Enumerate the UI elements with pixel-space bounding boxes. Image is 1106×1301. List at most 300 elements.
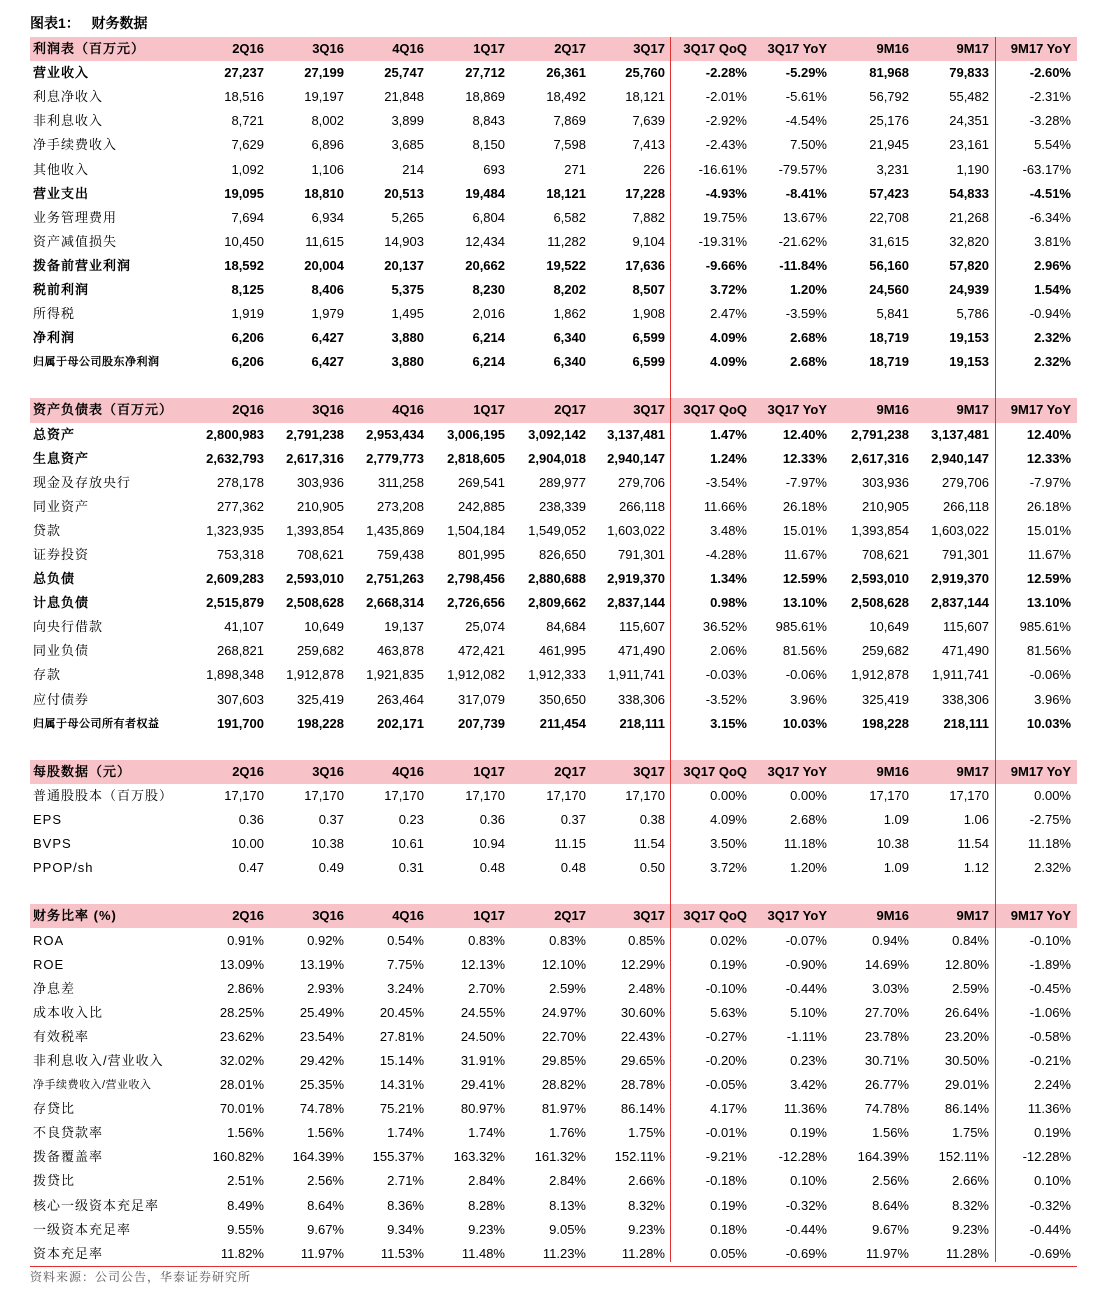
value-cell: 24,351 xyxy=(949,113,989,129)
table-row xyxy=(30,447,1077,471)
value-cell: 226 xyxy=(643,161,665,177)
value-cell: 9.23% xyxy=(952,1221,989,1237)
value-cell: 13.19% xyxy=(299,956,344,972)
table-row xyxy=(30,1025,1077,1049)
value-cell: -4.51% xyxy=(1029,185,1071,201)
value-cell: 19,153 xyxy=(949,354,989,370)
value-cell: 31.91% xyxy=(460,1052,505,1068)
value-cell: 2.66% xyxy=(628,1173,665,1189)
row-label: 其他收入 xyxy=(33,161,90,177)
value-cell: 11.54 xyxy=(633,836,665,852)
table-row xyxy=(30,784,1077,808)
value-cell: 21,945 xyxy=(869,137,909,153)
value-cell: 25,074 xyxy=(465,619,505,635)
value-cell: 0.94% xyxy=(872,932,909,948)
value-cell: -1.89% xyxy=(1029,956,1071,972)
value-cell: 2.68% xyxy=(790,812,827,828)
value-cell: 0.48 xyxy=(560,860,586,876)
value-cell: -2.60% xyxy=(1029,65,1071,81)
value-cell: 2.24% xyxy=(1034,1077,1071,1093)
section-spacer xyxy=(30,736,1077,760)
value-cell: 19,522 xyxy=(546,257,586,273)
table-row xyxy=(30,832,1077,856)
value-cell: 1,504,184 xyxy=(447,522,505,538)
value-cell: 18,121 xyxy=(625,89,665,105)
value-cell: 2,632,793 xyxy=(206,450,264,466)
value-cell: 2,953,434 xyxy=(366,426,424,442)
value-cell: 269,541 xyxy=(458,474,505,490)
value-cell: 12.80% xyxy=(944,956,989,972)
value-cell: 3.42% xyxy=(790,1077,827,1093)
value-cell: 12.33% xyxy=(1026,450,1071,466)
value-cell: 4.09% xyxy=(710,354,747,370)
value-cell: 0.36 xyxy=(479,812,505,828)
value-cell: 2,818,605 xyxy=(447,450,505,466)
value-cell: 8.32% xyxy=(628,1197,665,1213)
value-cell: 31,615 xyxy=(869,233,909,249)
row-label: 不良贷款率 xyxy=(33,1125,104,1141)
table-row xyxy=(30,519,1077,543)
value-cell: -5.29% xyxy=(785,65,827,81)
value-cell: 20,004 xyxy=(304,257,344,273)
value-cell: 6,599 xyxy=(632,330,665,346)
table-row xyxy=(30,1169,1077,1193)
row-label: 现金及存放央行 xyxy=(33,474,132,490)
column-header: 9M16 xyxy=(833,904,915,928)
table-row xyxy=(30,230,1077,254)
value-cell: 2.66% xyxy=(952,1173,989,1189)
value-cell: 5.10% xyxy=(790,1004,827,1020)
value-cell: 3,137,481 xyxy=(931,426,989,442)
value-cell: 6,582 xyxy=(553,209,586,225)
value-cell: 0.36 xyxy=(238,812,264,828)
value-cell: 17,170 xyxy=(384,787,424,803)
value-cell: 7,639 xyxy=(632,113,665,129)
value-cell: 279,706 xyxy=(942,474,989,490)
value-cell: 307,603 xyxy=(217,691,264,707)
value-cell: 19,137 xyxy=(384,619,424,635)
value-cell: 268,821 xyxy=(217,643,264,659)
value-cell: 17,170 xyxy=(625,787,665,803)
spacer-cell xyxy=(30,374,1077,398)
value-cell: 8,125 xyxy=(231,281,264,297)
value-cell: 0.23% xyxy=(790,1052,827,1068)
value-cell: 23.78% xyxy=(864,1028,909,1044)
column-header: 4Q16 xyxy=(350,760,430,784)
value-cell: -0.03% xyxy=(705,667,747,683)
column-header: 2Q16 xyxy=(200,37,270,61)
value-cell: 2.93% xyxy=(307,980,344,996)
table-row xyxy=(30,856,1077,880)
value-cell: 28.82% xyxy=(541,1077,586,1093)
value-cell: 25.35% xyxy=(299,1077,344,1093)
value-cell: 259,682 xyxy=(297,643,344,659)
value-cell: 10,450 xyxy=(224,233,264,249)
value-cell: 3.50% xyxy=(710,836,747,852)
value-cell: 29.65% xyxy=(620,1052,665,1068)
value-cell: -7.97% xyxy=(785,474,827,490)
value-cell: 14,903 xyxy=(384,233,424,249)
column-header: 1Q17 xyxy=(430,760,511,784)
value-cell: -0.94% xyxy=(1029,306,1071,322)
section-header-row xyxy=(30,37,1077,61)
value-cell: 0.50 xyxy=(639,860,665,876)
value-cell: 26.18% xyxy=(782,498,827,514)
value-cell: 86.14% xyxy=(944,1101,989,1117)
value-cell: 1.75% xyxy=(952,1125,989,1141)
value-cell: 2,779,773 xyxy=(366,450,424,466)
value-cell: 325,419 xyxy=(297,691,344,707)
value-cell: 273,208 xyxy=(377,498,424,514)
value-cell: 22,708 xyxy=(869,209,909,225)
value-cell: 279,706 xyxy=(618,474,665,490)
value-cell: 23.54% xyxy=(299,1028,344,1044)
column-header: 3Q17 QoQ xyxy=(671,760,753,784)
value-cell: 4.09% xyxy=(710,812,747,828)
value-cell: 1.56% xyxy=(307,1125,344,1141)
column-header: 9M17 xyxy=(915,398,995,422)
table-row xyxy=(30,712,1077,736)
value-cell: 2,016 xyxy=(472,306,505,322)
value-cell: 2.70% xyxy=(468,980,505,996)
value-cell: 27.81% xyxy=(379,1028,424,1044)
value-cell: 3.96% xyxy=(1034,691,1071,707)
column-header: 9M17 YoY xyxy=(995,37,1077,61)
row-label: 总负债 xyxy=(33,571,76,587)
value-cell: 0.54% xyxy=(387,932,424,948)
value-cell: 10.03% xyxy=(782,715,827,731)
value-cell: 1.09 xyxy=(883,860,909,876)
row-label: ROE xyxy=(33,956,65,972)
value-cell: 57,820 xyxy=(949,257,989,273)
row-label: 利息净收入 xyxy=(33,89,104,105)
financial-table xyxy=(30,37,1077,1267)
value-cell: 27,712 xyxy=(465,65,505,81)
value-cell: 14.69% xyxy=(864,956,909,972)
value-cell: 1,912,878 xyxy=(286,667,344,683)
row-label: 资产减值损失 xyxy=(33,233,118,249)
column-header: 3Q17 xyxy=(592,760,671,784)
value-cell: 13.09% xyxy=(219,956,264,972)
value-cell: 18,121 xyxy=(546,185,586,201)
value-cell: 81,968 xyxy=(869,65,909,81)
divider-line-quarterly xyxy=(670,37,671,1262)
value-cell: -11.84% xyxy=(779,257,827,273)
value-cell: -0.10% xyxy=(705,980,747,996)
value-cell: 1,495 xyxy=(391,306,424,322)
table-row xyxy=(30,639,1077,663)
value-cell: 461,995 xyxy=(539,643,586,659)
table-row xyxy=(30,953,1077,977)
value-cell: 350,650 xyxy=(539,691,586,707)
value-cell: 12,434 xyxy=(465,233,505,249)
value-cell: 164.39% xyxy=(292,1149,344,1165)
value-cell: 8.64% xyxy=(307,1197,344,1213)
value-cell: 11.82% xyxy=(200,1242,270,1267)
row-label: 总资产 xyxy=(33,426,76,442)
value-cell: -0.58% xyxy=(1029,1028,1071,1044)
value-cell: 1.74% xyxy=(387,1125,424,1141)
value-cell: 1,106 xyxy=(311,161,344,177)
table-row xyxy=(30,1242,1077,1267)
value-cell: 2,919,370 xyxy=(931,571,989,587)
value-cell: 41,107 xyxy=(224,619,264,635)
value-cell: 1,393,854 xyxy=(851,522,909,538)
value-cell: 14.31% xyxy=(379,1077,424,1093)
value-cell: 1.75% xyxy=(628,1125,665,1141)
table-row xyxy=(30,543,1077,567)
value-cell: 759,438 xyxy=(377,547,424,563)
value-cell: 2.32% xyxy=(1034,354,1071,370)
value-cell: 11.23% xyxy=(511,1242,592,1267)
column-header: 4Q16 xyxy=(350,398,430,422)
value-cell: 1,549,052 xyxy=(528,522,586,538)
value-cell: 155.37% xyxy=(372,1149,424,1165)
table-row xyxy=(30,688,1077,712)
value-cell: 11.36% xyxy=(783,1101,827,1117)
value-cell: 11.67% xyxy=(783,547,827,563)
column-header: 9M16 xyxy=(833,398,915,422)
value-cell: 1,919 xyxy=(231,306,264,322)
value-cell: 20,137 xyxy=(384,257,424,273)
value-cell: 2,798,456 xyxy=(447,571,505,587)
column-header: 3Q17 xyxy=(592,904,671,928)
value-cell: 54,833 xyxy=(949,185,989,201)
value-cell: 12.33% xyxy=(782,450,827,466)
value-cell: -2.75% xyxy=(1029,812,1071,828)
table-row xyxy=(30,615,1077,639)
value-cell: -0.32% xyxy=(1029,1197,1071,1213)
value-cell: 211,454 xyxy=(539,715,586,731)
value-cell: 1,393,854 xyxy=(286,522,344,538)
table-row xyxy=(30,808,1077,832)
value-cell: 84,684 xyxy=(546,619,586,635)
value-cell: 6,934 xyxy=(311,209,344,225)
value-cell: 18,516 xyxy=(224,89,264,105)
value-cell: 5,265 xyxy=(391,209,424,225)
column-header: 3Q17 QoQ xyxy=(671,904,753,928)
value-cell: -0.44% xyxy=(1029,1221,1071,1237)
value-cell: 55,482 xyxy=(949,89,989,105)
row-label: 资本充足率 xyxy=(30,1242,200,1267)
value-cell: -3.28% xyxy=(1029,113,1071,129)
table-row xyxy=(30,567,1077,591)
column-header: 2Q17 xyxy=(511,904,592,928)
table-row xyxy=(30,85,1077,109)
table-row xyxy=(30,61,1077,85)
row-label: 存贷比 xyxy=(33,1101,76,1117)
table-row xyxy=(30,206,1077,230)
value-cell: 27,237 xyxy=(224,65,264,81)
value-cell: 22.70% xyxy=(541,1028,586,1044)
value-cell: 5.63% xyxy=(710,1004,747,1020)
value-cell: 0.48 xyxy=(479,860,505,876)
value-cell: 10.00 xyxy=(231,836,264,852)
value-cell: 24.97% xyxy=(541,1004,586,1020)
value-cell: 5,375 xyxy=(391,281,424,297)
value-cell: 29.85% xyxy=(541,1052,586,1068)
row-label: 贷款 xyxy=(33,522,62,538)
column-header: 3Q17 QoQ xyxy=(671,37,753,61)
value-cell: 19,095 xyxy=(224,185,264,201)
value-cell: 23,161 xyxy=(949,137,989,153)
value-cell: -0.21% xyxy=(1029,1052,1071,1068)
value-cell: 13.10% xyxy=(1026,595,1071,611)
value-cell: -0.27% xyxy=(705,1028,747,1044)
value-cell: 9.67% xyxy=(307,1221,344,1237)
column-header: 4Q16 xyxy=(350,37,430,61)
value-cell: 17,170 xyxy=(465,787,505,803)
row-label: 拨备覆盖率 xyxy=(33,1149,104,1165)
value-cell: 163.32% xyxy=(453,1149,505,1165)
column-header: 9M17 xyxy=(915,37,995,61)
value-cell: -0.06% xyxy=(785,667,827,683)
value-cell: -9.66% xyxy=(705,257,747,273)
value-cell: 242,885 xyxy=(458,498,505,514)
value-cell: 17,170 xyxy=(869,787,909,803)
value-cell: 311,258 xyxy=(377,474,424,490)
value-cell: 3.03% xyxy=(872,980,909,996)
row-label: 普通股股本（百万股） xyxy=(33,787,174,803)
value-cell: 1.54% xyxy=(1034,281,1071,297)
value-cell: 12.29% xyxy=(620,956,665,972)
value-cell: 338,306 xyxy=(942,691,989,707)
value-cell: 13.10% xyxy=(782,595,827,611)
value-cell: 8,002 xyxy=(311,113,344,129)
value-cell: 115,607 xyxy=(942,619,989,635)
value-cell: 708,621 xyxy=(297,547,344,563)
value-cell: 10.94 xyxy=(472,836,505,852)
value-cell: -6.34% xyxy=(1029,209,1071,225)
value-cell: 19,153 xyxy=(949,330,989,346)
row-label: 净手续费收入/营业收入 xyxy=(33,1079,152,1092)
value-cell: 6,206 xyxy=(231,330,264,346)
column-header: 2Q16 xyxy=(200,904,270,928)
value-cell: 8,230 xyxy=(472,281,505,297)
value-cell: 8,721 xyxy=(231,113,264,129)
value-cell: -2.28% xyxy=(705,65,747,81)
row-label: 非利息收入 xyxy=(33,113,104,129)
column-header: 2Q17 xyxy=(511,398,592,422)
value-cell: 11.36% xyxy=(1027,1101,1071,1117)
column-header: 3Q16 xyxy=(270,904,350,928)
table-row xyxy=(30,133,1077,157)
value-cell: 2.51% xyxy=(227,1173,264,1189)
value-cell: 0.84% xyxy=(952,932,989,948)
value-cell: 17,636 xyxy=(625,257,665,273)
value-cell: 56,160 xyxy=(869,257,909,273)
table-row xyxy=(30,1001,1077,1025)
value-cell: 0.49 xyxy=(318,860,344,876)
value-cell: 10.03% xyxy=(1026,715,1071,731)
value-cell: 81.56% xyxy=(782,643,827,659)
value-cell: 30.71% xyxy=(864,1052,909,1068)
row-label: 营业收入 xyxy=(33,65,90,81)
value-cell: 11.48% xyxy=(430,1242,511,1267)
table-row xyxy=(30,928,1077,952)
value-cell: 25,176 xyxy=(869,113,909,129)
value-cell: 1,603,022 xyxy=(931,522,989,538)
value-cell: 271 xyxy=(564,161,586,177)
value-cell: 3,092,142 xyxy=(528,426,586,442)
value-cell: 0.92% xyxy=(307,932,344,948)
value-cell: 2.06% xyxy=(710,643,747,659)
value-cell: 10.61 xyxy=(391,836,424,852)
value-cell: 23.62% xyxy=(219,1028,264,1044)
value-cell: 266,118 xyxy=(618,498,665,514)
value-cell: 152.11% xyxy=(614,1149,665,1165)
value-cell: 4.17% xyxy=(710,1101,747,1117)
value-cell: -2.01% xyxy=(705,89,747,105)
value-cell: 2,837,144 xyxy=(931,595,989,611)
value-cell: 238,339 xyxy=(539,498,586,514)
column-header: 9M16 xyxy=(833,760,915,784)
value-cell: 1,912,333 xyxy=(528,667,586,683)
value-cell: 2,940,147 xyxy=(607,450,665,466)
value-cell: 1.56% xyxy=(872,1125,909,1141)
column-header: 3Q17 xyxy=(592,37,671,61)
table-row xyxy=(30,1194,1077,1218)
value-cell: -4.54% xyxy=(785,113,827,129)
value-cell: 985.61% xyxy=(775,619,827,635)
value-cell: 11.66% xyxy=(703,498,747,514)
value-cell: 8.28% xyxy=(468,1197,505,1213)
table-row xyxy=(30,471,1077,495)
value-cell: 277,362 xyxy=(217,498,264,514)
row-label: 营业支出 xyxy=(33,185,90,201)
value-cell: 2.59% xyxy=(549,980,586,996)
column-header: 2Q17 xyxy=(511,760,592,784)
row-label: 拨贷比 xyxy=(33,1173,76,1189)
value-cell: 1.74% xyxy=(468,1125,505,1141)
value-cell: 0.85% xyxy=(628,932,665,948)
value-cell: 18,719 xyxy=(869,330,909,346)
value-cell: 24,560 xyxy=(869,281,909,297)
value-cell: 317,079 xyxy=(458,691,505,707)
value-cell: 18,869 xyxy=(465,89,505,105)
value-cell: 1.12 xyxy=(963,860,989,876)
value-cell: 0.19% xyxy=(790,1125,827,1141)
value-cell: 9.23% xyxy=(628,1221,665,1237)
value-cell: 2,940,147 xyxy=(931,450,989,466)
value-cell: 4.09% xyxy=(710,330,747,346)
value-cell: 57,423 xyxy=(869,185,909,201)
value-cell: 3.24% xyxy=(387,980,424,996)
section-title: 利润表（百万元） xyxy=(30,37,200,61)
value-cell: 12.59% xyxy=(782,571,827,587)
value-cell: 2.32% xyxy=(1034,330,1071,346)
value-cell: 753,318 xyxy=(217,547,264,563)
value-cell: 2.86% xyxy=(227,980,264,996)
column-header: 3Q16 xyxy=(270,398,350,422)
column-header: 9M17 xyxy=(915,904,995,928)
value-cell: 1.76% xyxy=(549,1125,586,1141)
value-cell: 15.14% xyxy=(379,1052,424,1068)
value-cell: -21.62% xyxy=(778,233,827,249)
value-cell: 3,880 xyxy=(391,330,424,346)
value-cell: -12.28% xyxy=(778,1149,827,1165)
value-cell: 11.97% xyxy=(833,1242,915,1267)
row-label: ROA xyxy=(33,932,65,948)
value-cell: 10.38 xyxy=(311,836,344,852)
value-cell: 3,137,481 xyxy=(607,426,665,442)
value-cell: 3.81% xyxy=(1034,233,1071,249)
row-label: 向央行借款 xyxy=(33,619,104,635)
column-header: 3Q17 YoY xyxy=(753,760,833,784)
row-label: 归属于母公司股东净利润 xyxy=(33,356,160,369)
value-cell: 266,118 xyxy=(942,498,989,514)
table-row xyxy=(30,495,1077,519)
